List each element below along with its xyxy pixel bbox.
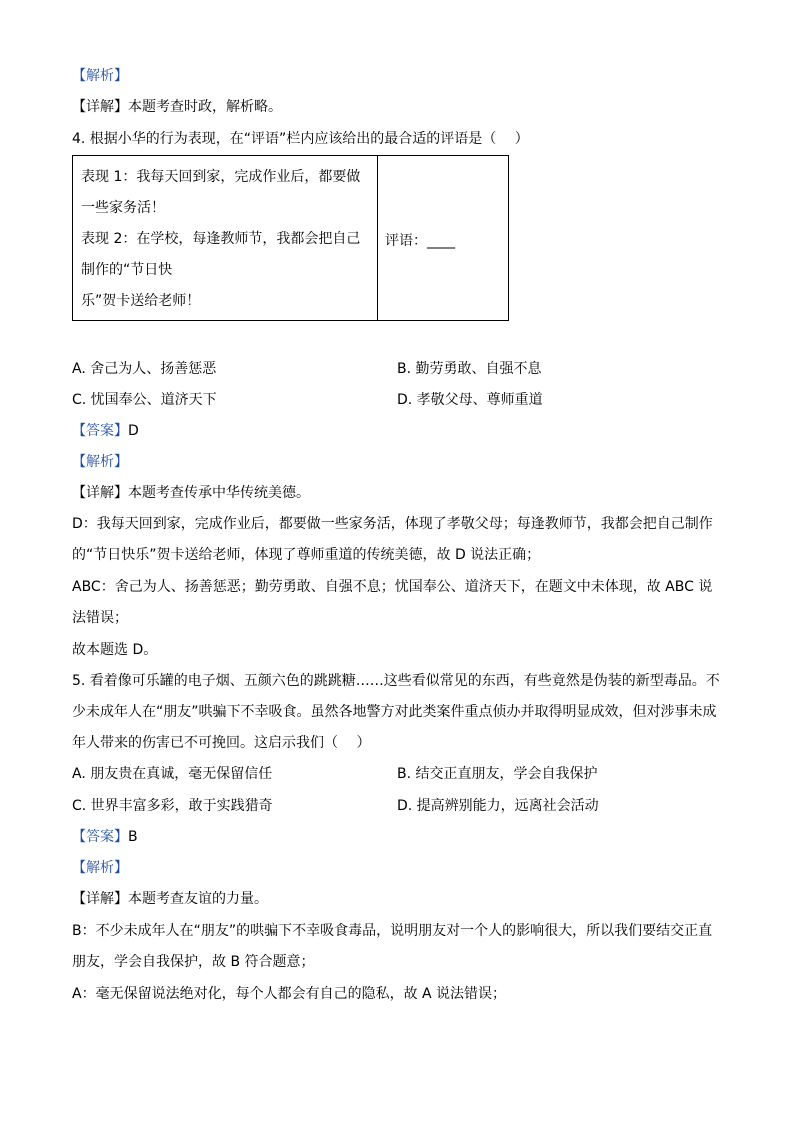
q5-stem-line: 年人带来的伤害已不可挽回。这启示我们（ ） (72, 735, 371, 751)
q4-table-left-cell (73, 156, 378, 320)
q5-explanation-line: A：毫无保留说法绝对化，每个人都会有自己的隐私，故 A 说法错误； (72, 986, 507, 1002)
q5-explanation-line: B：不少未成年人在“朋友”的哄骗下不幸吸食毒品，说明朋友对一个人的影响很大，所以我们要结交正直 (72, 923, 713, 939)
q5-option-b: B. 结交正直朋友，学会自我保护 (397, 766, 598, 782)
q4-option-a: A. 舍己为人、扬善惩恶 (72, 361, 217, 377)
q5-analysis-tag: 【解析】 (72, 860, 128, 876)
q5-answer-line (72, 827, 138, 847)
q4-explanation-line: 故本题选 D。 (72, 642, 158, 658)
q4-explanation-line: D：我每天回到家，完成作业后，都要做一些家务活，体现了孝敬父母；每逢教师节，我都会把自己制作 (72, 516, 713, 532)
q4-table-line: 表现 1：我每天回到家，完成作业后，都要做 (81, 169, 361, 185)
q5-explanation-line: 朋友，学会自我保护，故 B 符合题意； (72, 954, 315, 970)
q4-table (72, 155, 509, 321)
q4-table-line: 制作的“节日快 (81, 262, 173, 278)
q4-answer: D (128, 423, 139, 439)
q4-detail: 【详解】本题考查传承中华传统美德。 (72, 485, 310, 501)
q5-detail: 【详解】本题考查友谊的力量。 (72, 891, 268, 907)
q4-table-line: 乐”贺卡送给老师！ (81, 293, 201, 309)
q3-detail: 【详解】本题考查时政，解析略。 (72, 99, 282, 115)
q5-option-d: D. 提高辨别能力，远离社会活动 (397, 798, 599, 814)
q4-analysis-tag: 【解析】 (72, 454, 128, 470)
q4-answer-line (72, 421, 139, 441)
q4-option-d: D. 孝敬父母、尊师重道 (397, 392, 543, 408)
q4-table-line: 表现 2：在学校，每逢教师节，我都会把自己 (81, 231, 361, 247)
q5-stem-line: 5. 看着像可乐罐的电子烟、五颜六色的跳跳糖……这些看似常见的东西，有些竟然是伪装的新型毒品。不 (72, 673, 720, 689)
q4-option-c: C. 忧国奉公、道济天下 (72, 392, 217, 408)
q3-analysis-tag: 【解析】 (72, 68, 128, 84)
q4-option-b: B. 勤劳勇敢、自强不息 (397, 361, 542, 377)
q4-explanation-line: 的“节日快乐”贺卡送给老师，体现了尊师重道的传统美德，故 D 说法正确； (72, 547, 541, 563)
q5-answer: B (128, 829, 138, 845)
q5-answer-tag: 【答案】 (72, 829, 128, 845)
q4-table-line: 一些家务活！ (81, 200, 165, 216)
q4-stem: 4. 根据小华的行为表现，在“评语”栏内应该给出的最合适的评语是（ ） (72, 131, 529, 147)
q4-table-comment-cell: 评语：____ (385, 233, 455, 249)
q5-stem-line: 少未成年人在“朋友”哄骗下不幸吸食。虽然各地警方对此类案件重点侦办并取得明显成效，但对涉事未成 (72, 704, 717, 720)
q4-answer-tag: 【答案】 (72, 423, 128, 439)
q4-explanation-line: 法错误； (72, 610, 128, 626)
q5-option-c: C. 世界丰富多彩，敢于实践猎奇 (72, 798, 273, 814)
q4-explanation-line: ABC：舍己为人、扬善惩恶；勤劳勇敢、自强不息；忧国奉公、道济天下，在题文中未体现，故 ABC 说 (72, 579, 713, 595)
q5-option-a: A. 朋友贵在真诚，毫无保留信任 (72, 766, 273, 782)
